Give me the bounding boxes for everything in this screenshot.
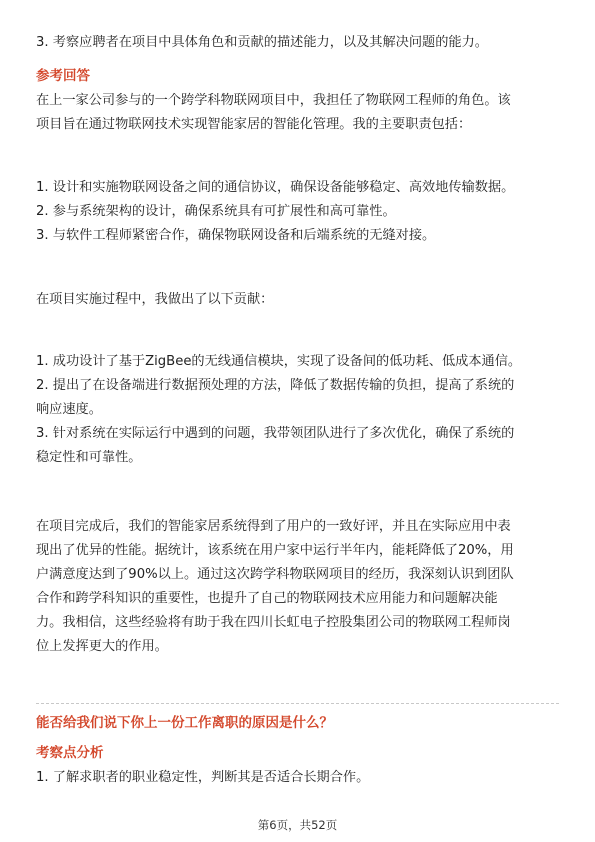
contribution-line: 响应速度。 [36,402,102,417]
contributions-list [36,350,566,470]
conclusion-line: 力。我相信，这些经验将有助于我在四川长虹电子控股集团公司的物联网工程师岗 [36,615,511,630]
analysis-heading: 考察点分析 [36,745,104,761]
analysis-points [36,766,566,790]
contributions-intro-text: 在项目实施过程中，我做出了以下贡献： [36,292,274,307]
conclusion-line: 户满意度达到了90%以上。通过这次跨学科物联网项目的经历，我深刻认识到团队 [36,567,514,582]
answer-conclusion [36,515,566,659]
reference-answer-heading: 参考回答 [36,68,90,84]
duty-item: 1. 设计和实施物联网设备之间的通信协议，确保设备能够稳定、高效地传输数据。 [36,180,515,195]
contribution-line: 1. 成功设计了基于ZigBee的无线通信模块，实现了设备间的低功耗、低成本通信。 [36,354,522,369]
contributions-intro [36,288,566,312]
intro-point-text: 3. 考察应聘者在项目中具体角色和贡献的描述能力，以及其解决问题的能力。 [36,35,488,50]
next-question-heading: 能否给我们说下你上一份工作离职的原因是什么？ [36,715,333,731]
contribution-line: 2. 提出了在设备端进行数据预处理的方法，降低了数据传输的负担，提高了系统的 [36,378,515,393]
page-footer: 第6页，共52页 [257,818,338,832]
intro-point [36,31,566,55]
conclusion-line: 合作和跨学科知识的重要性，也提升了自己的物联网技术应用能力和问题解决能 [36,591,498,606]
contribution-line: 稳定性和可靠性。 [36,450,142,465]
conclusion-line: 在项目完成后，我们的智能家居系统得到了用户的一致好评，并且在实际应用中表 [36,519,511,534]
duties-list [36,176,566,248]
contribution-line: 3. 针对系统在实际运行中遇到的问题，我带领团队进行了多次优化，确保了系统的 [36,426,515,441]
conclusion-line: 位上发挥更大的作用。 [36,639,168,654]
duty-item: 3. 与软件工程师紧密合作，确保物联网设备和后端系统的无缝对接。 [36,228,436,243]
duty-item: 2. 参与系统架构的设计，确保系统具有可扩展性和高可靠性。 [36,204,396,219]
section-divider [36,703,559,704]
answer-opening [36,89,566,137]
conclusion-line: 现出了优异的性能。据统计，该系统在用户家中运行半年内，能耗降低了20%，用 [36,543,514,558]
analysis-point: 1. 了解求职者的职业稳定性，判断其是否适合长期合作。 [36,770,370,785]
answer-opening-line: 在上一家公司参与的一个跨学科物联网项目中，我担任了物联网工程师的角色。该 [36,93,511,108]
answer-opening-line: 项目旨在通过物联网技术实现智能家居的智能化管理。我的主要职责包括： [36,117,472,132]
